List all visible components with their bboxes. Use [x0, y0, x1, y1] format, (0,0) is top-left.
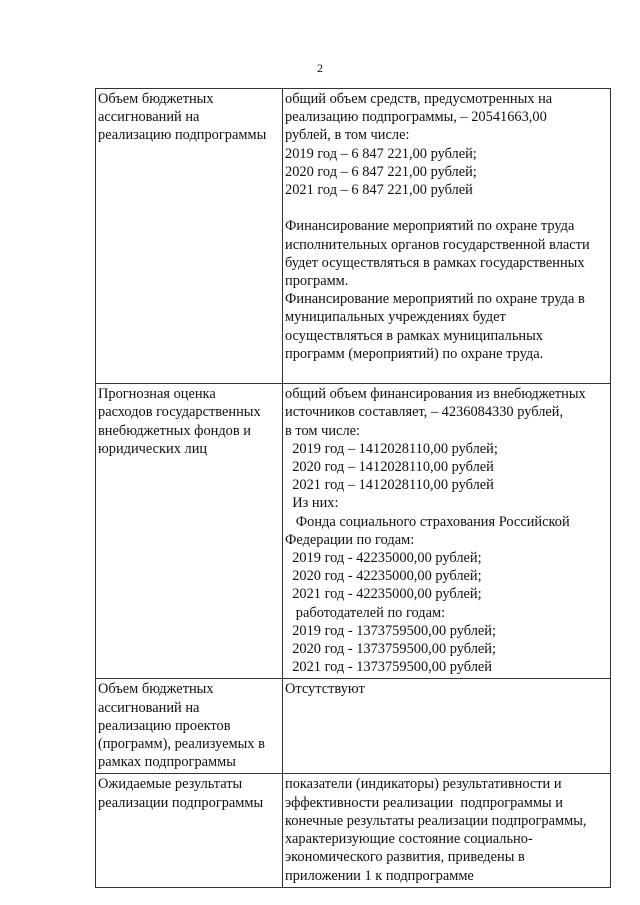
content-line: 2020 год – 6 847 221,00 рублей; [285, 163, 477, 180]
content-line: Фонда социального страхования Российской [285, 513, 570, 530]
label-line: юридических лиц [98, 440, 208, 457]
label-line: рамках подпрограммы [98, 754, 236, 771]
content-line: 2021 год – 1412028110,00 рублей [285, 477, 494, 494]
content-line: 2020 год – 1412028110,00 рублей [285, 459, 494, 476]
content-line: экономического развития, приведены в [285, 849, 525, 866]
blank-line [285, 199, 608, 217]
content-line: муниципальных учреждениях будет [285, 309, 506, 326]
content-line: 2019 год - 42235000,00 рублей; [285, 550, 482, 567]
table-row [96, 89, 611, 384]
content-line: приложении 1 к подпрограмме [285, 867, 474, 884]
content-line: осуществляться в рамках муниципальных [285, 327, 543, 344]
content-line: исполнительных органов государственной власти [285, 236, 590, 253]
row-content-cell [283, 384, 611, 679]
content-line: 2019 год - 1373759500,00 рублей; [285, 622, 496, 639]
label-line: расходов государственных [98, 404, 261, 421]
content-line: источников составляет, – 4236084330 рублей, [285, 404, 564, 421]
content-line: Финансирование мероприятий по охране труда в [285, 291, 585, 308]
label-line: Прогнозная оценка [98, 386, 216, 403]
content-line: 2020 год - 42235000,00 рублей; [285, 568, 482, 585]
label-line: (программ), реализуемых в [98, 736, 265, 753]
row-content-cell [283, 89, 611, 384]
label-line: ассигнований на [98, 109, 200, 126]
content-line: общий объем финансирования из внебюджетных [285, 386, 586, 403]
row-label-cell [96, 774, 283, 887]
content-line: общий объем средств, предусмотренных на [285, 91, 553, 107]
row-content-cell [283, 774, 611, 887]
content-line: будет осуществляться в рамках государственных [285, 254, 585, 271]
content-line: Финансирование мероприятий по охране труда [285, 218, 575, 235]
content-line: показатели (индикаторы) результативности и [285, 776, 562, 793]
blank-line [285, 363, 608, 381]
label-line: Объем бюджетных [98, 681, 214, 698]
content-line: рублей, в том числе: [285, 127, 410, 144]
row-label-cell [96, 89, 283, 384]
label-line: реализацию подпрограммы [98, 127, 267, 144]
content-line: программ (мероприятий) по охране труда. [285, 345, 544, 362]
content-line: 2021 год - 1373759500,00 рублей [285, 659, 492, 676]
table-row [96, 774, 611, 887]
content-line: Из них: [285, 495, 339, 512]
content-line: Отсутствуют [285, 681, 365, 698]
content-line: характеризующие состояние социально- [285, 831, 533, 848]
label-line: ассигнований на [98, 699, 200, 716]
label-line: внебюджетных фондов и [98, 422, 251, 439]
content-line: работодателей по годам: [285, 604, 446, 621]
content-line: в том числе: [285, 422, 361, 439]
label-line: реализации подпрограммы [98, 794, 264, 811]
content-line: 2019 год – 6 847 221,00 рублей; [285, 145, 477, 162]
content-line: реализацию подпрограммы, – 20541663,00 [285, 109, 547, 126]
table-row [96, 679, 611, 774]
subprogram-passport-table [95, 88, 611, 888]
content-line: 2021 год - 42235000,00 рублей; [285, 586, 482, 603]
content-line: 2021 год – 6 847 221,00 рублей [285, 182, 473, 199]
row-label-cell [96, 384, 283, 679]
content-line: Федерации по годам: [285, 531, 415, 548]
content-line: 2019 год – 1412028110,00 рублей; [285, 440, 498, 457]
content-line: 2020 год - 1373759500,00 рублей; [285, 641, 496, 658]
label-line: реализацию проектов [98, 717, 231, 734]
content-line: конечные результаты реализации подпрограммы, [285, 812, 587, 829]
table-row [96, 384, 611, 679]
content-line: программ. [285, 273, 349, 290]
label-line: Ожидаемые результаты [98, 776, 243, 793]
label-line: Объем бюджетных [98, 91, 214, 107]
row-content-cell [283, 679, 611, 774]
row-label-cell [96, 679, 283, 774]
content-line: эффективности реализации подпрограммы и [285, 794, 563, 811]
page-number: 2 [317, 61, 323, 75]
